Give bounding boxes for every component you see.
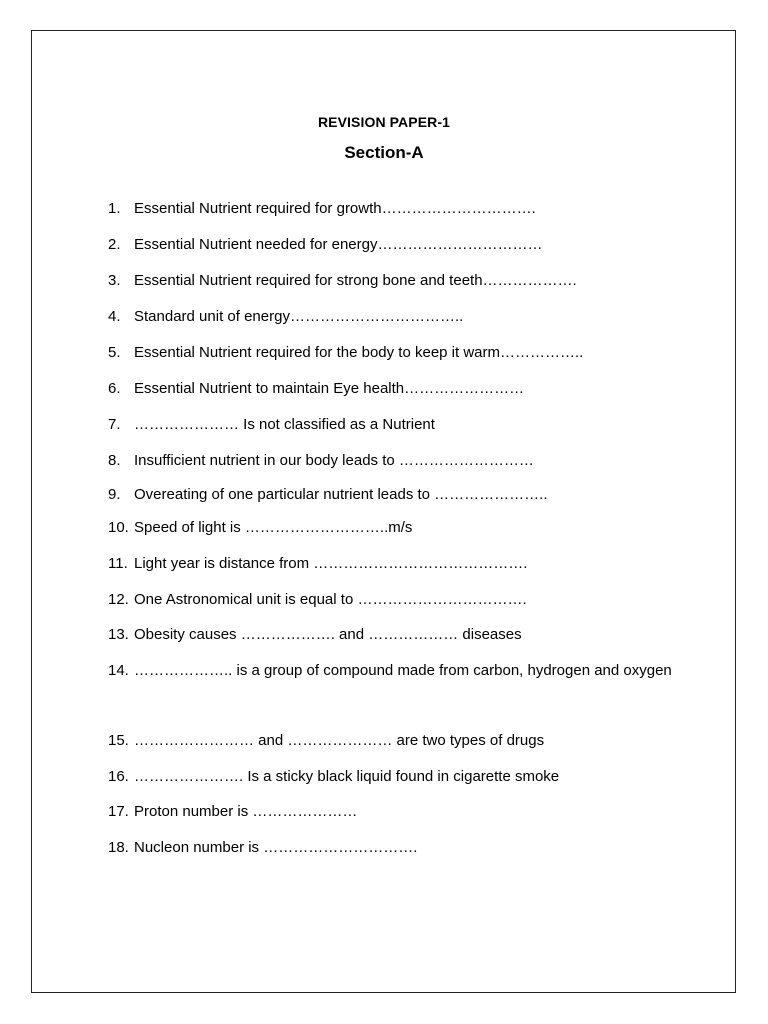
question-text: Nucleon number is …………………………. (134, 839, 418, 856)
question-number: 9. (108, 486, 121, 503)
question-number: 10. (108, 519, 129, 536)
question-item (108, 486, 676, 504)
question-text: Essential Nutrient required for strong bone and teeth………………. (134, 272, 577, 289)
question-number: 6. (108, 380, 121, 397)
question-text: Essential Nutrient required for growth…………………………. (134, 200, 536, 217)
question-text: Standard unit of energy…………………………….. (134, 308, 464, 325)
question-item (108, 803, 676, 821)
question-item (108, 768, 676, 786)
question-item (108, 555, 676, 573)
question-number: 7. (108, 416, 121, 433)
question-number: 16. (108, 768, 129, 785)
question-number: 5. (108, 344, 121, 361)
question-number: 8. (108, 452, 121, 469)
question-text: Insufficient nutrient in our body leads to ……………………… (134, 452, 534, 469)
question-text: Speed of light is ………………………..m/s (134, 519, 413, 536)
question-number: 13. (108, 626, 129, 643)
question-item (108, 591, 676, 609)
question-item (108, 272, 676, 290)
question-text: One Astronomical unit is equal to ……………………………. (134, 591, 527, 608)
question-number: 1. (108, 200, 121, 217)
question-item (108, 308, 676, 326)
question-text: Essential Nutrient to maintain Eye health…………………… (134, 380, 525, 397)
question-text: ……………….. is a group of compound made from carbon, hydrogen and oxygen (134, 662, 672, 679)
question-text: Essential Nutrient needed for energy…………………………… (134, 236, 543, 253)
question-text: Essential Nutrient required for the body to keep it warm…………….. (134, 344, 584, 361)
question-item (108, 839, 676, 857)
question-item (108, 416, 676, 434)
question-text: …………………… and ………………… are two types of drugs (134, 732, 545, 749)
question-number: 15. (108, 732, 129, 749)
question-text: …………………. Is a sticky black liquid found in cigarette smoke (134, 768, 560, 785)
question-item (108, 662, 676, 688)
question-text: Light year is distance from ……………………………………. (134, 555, 528, 572)
question-text: ………………… Is not classified as a Nutrient (134, 416, 435, 433)
question-number: 12. (108, 591, 129, 608)
question-item (108, 200, 676, 218)
question-text: Obesity causes ………………. and ……………… diseases (134, 626, 522, 643)
question-number: 11. (108, 555, 128, 572)
question-number: 14. (108, 662, 129, 679)
question-item (108, 519, 676, 537)
paper-title: REVISION PAPER-1 (317, 114, 451, 130)
question-item (108, 344, 676, 362)
question-number: 3. (108, 272, 121, 289)
question-item (108, 626, 676, 644)
question-number: 17. (108, 803, 129, 820)
question-item (108, 732, 676, 750)
question-number: 18. (108, 839, 129, 856)
question-number: 2. (108, 236, 121, 253)
question-item (108, 236, 676, 254)
question-item (108, 380, 676, 398)
section-title: Section-A (344, 143, 424, 162)
question-item (108, 452, 676, 470)
question-text: Overeating of one particular nutrient leads to ………………….. (134, 486, 548, 503)
question-text: Proton number is ………………… (134, 803, 358, 820)
question-number: 4. (108, 308, 121, 325)
